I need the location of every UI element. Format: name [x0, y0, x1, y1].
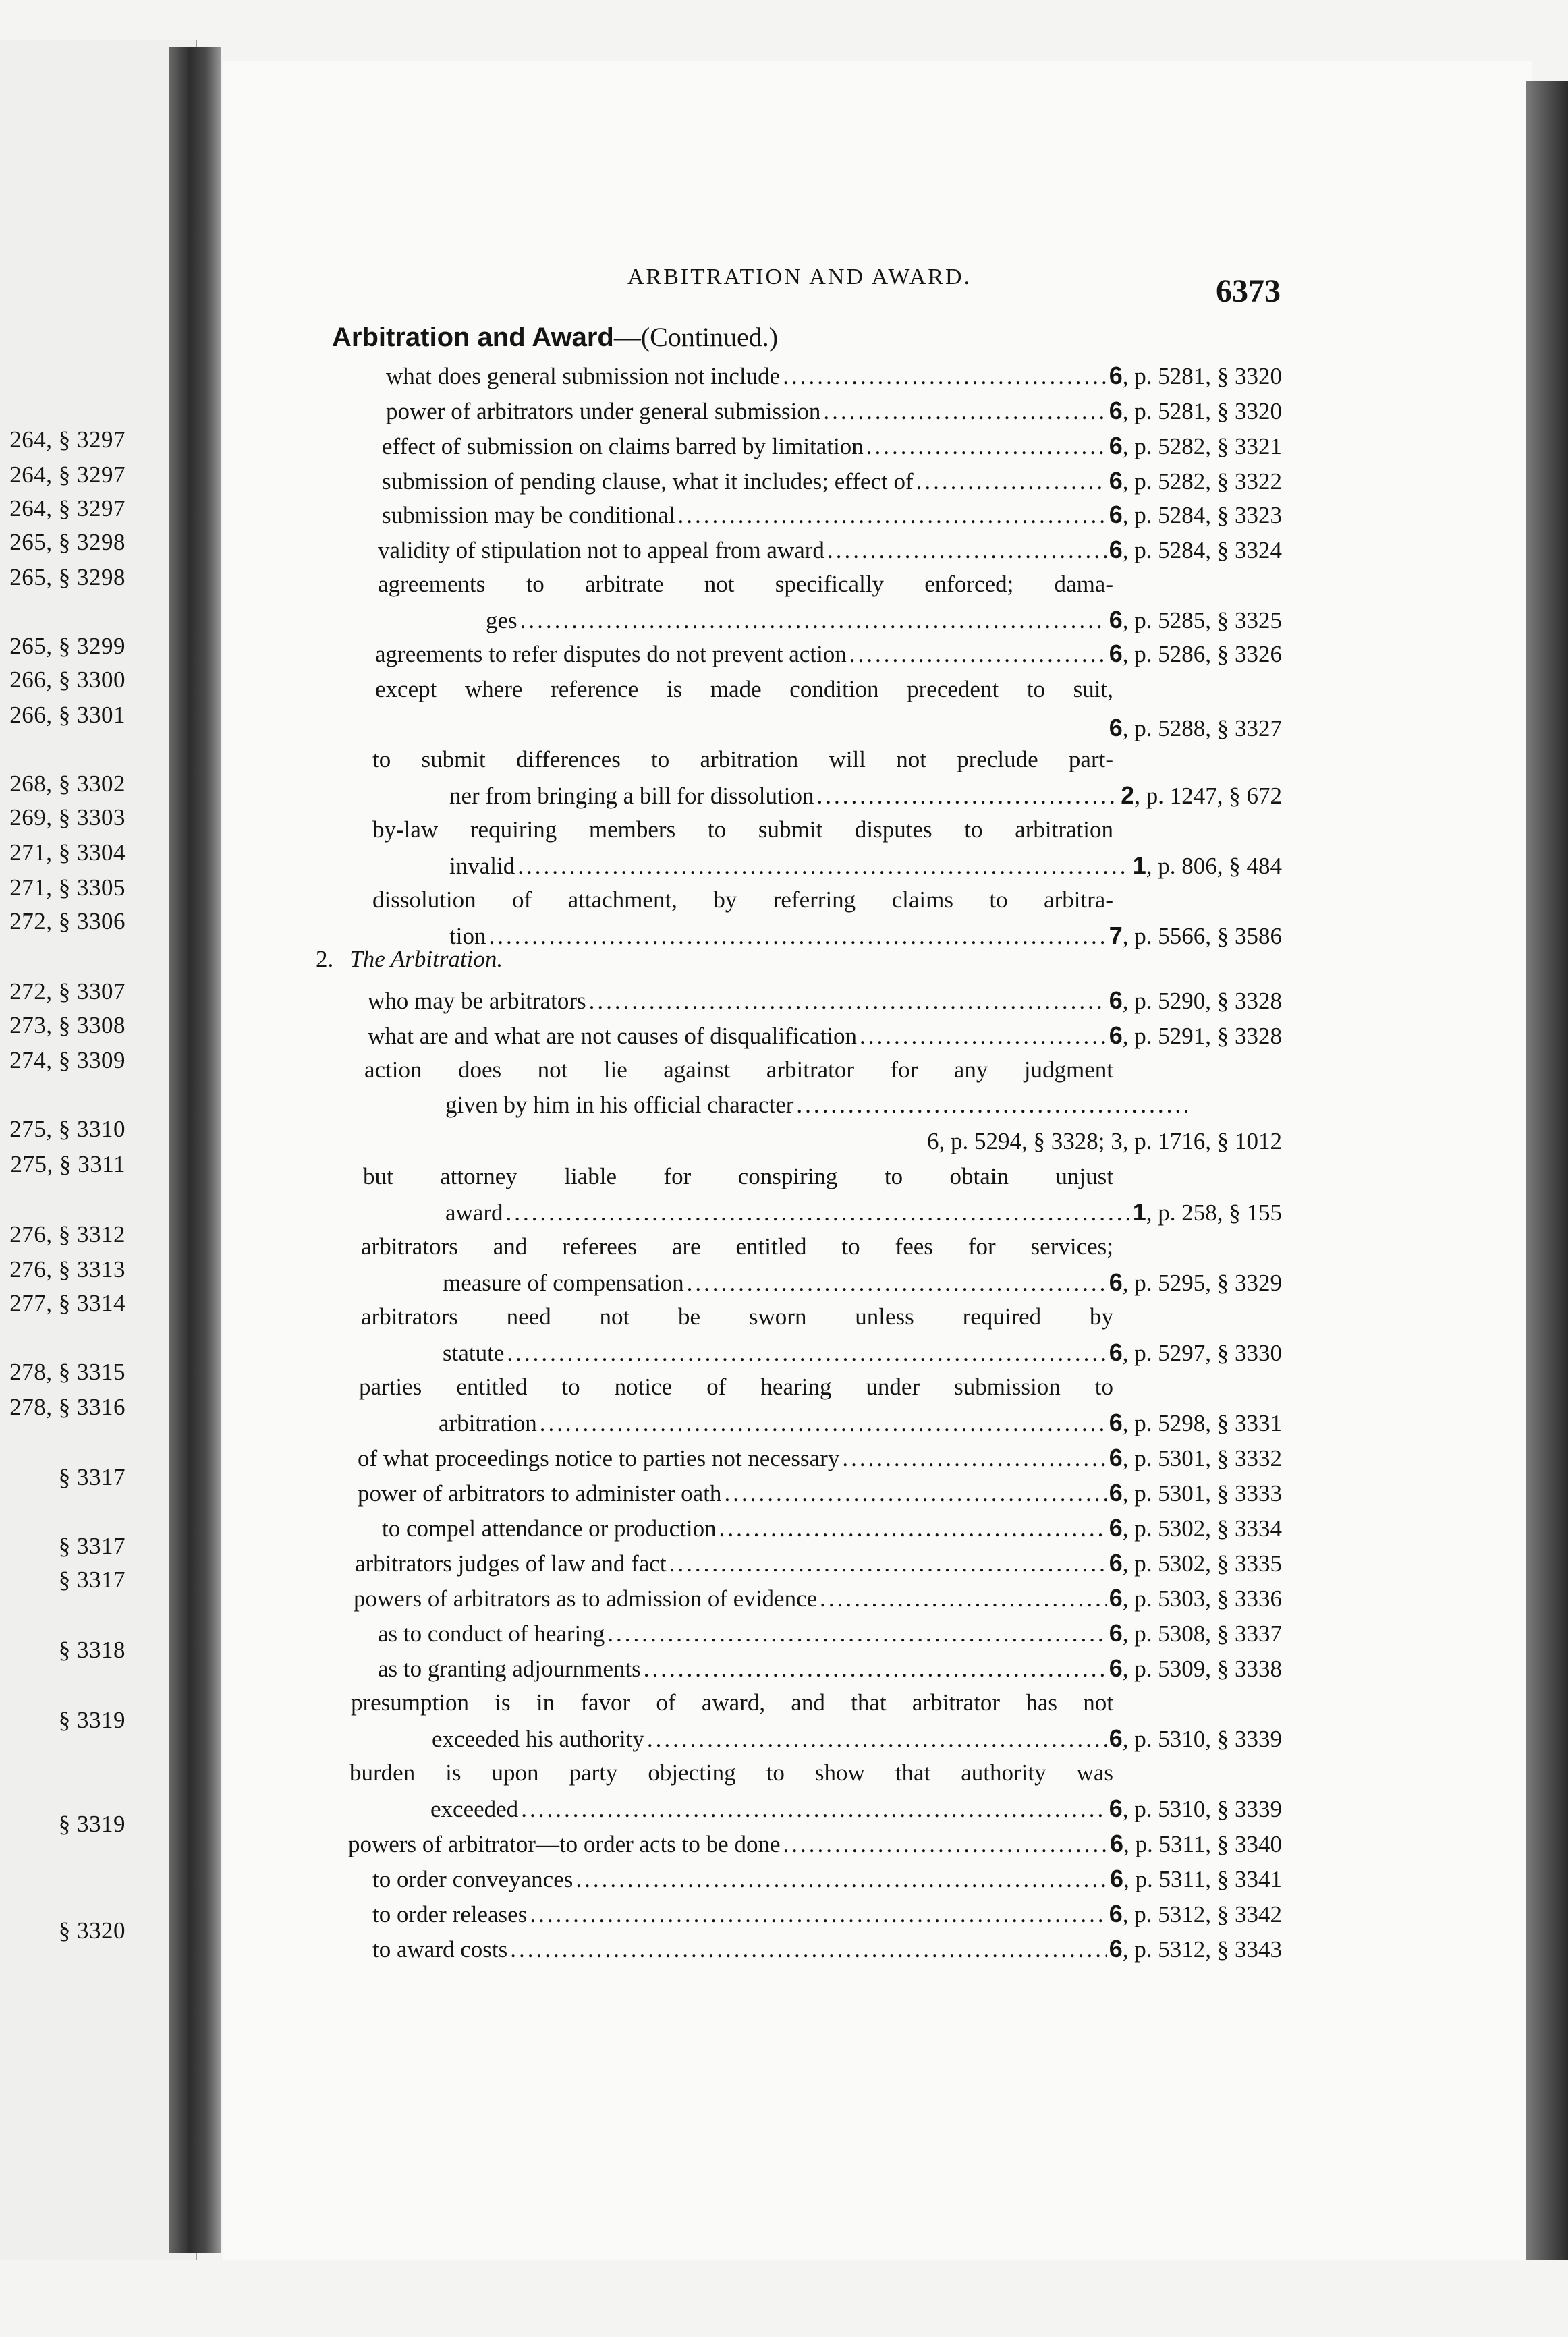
page-number: 6373 — [1216, 273, 1281, 309]
citation-volume: 2 — [1121, 781, 1135, 809]
entry-text-continued: statute — [443, 1340, 505, 1366]
leader-dots — [842, 1445, 1106, 1472]
subsection-number: 2. — [316, 946, 334, 972]
citation-volume: 6 — [1110, 1865, 1124, 1892]
left-page-ref: 266, § 3301 — [9, 702, 125, 728]
entry-text: to award costs — [372, 1936, 508, 1963]
citation-section: § 3320 — [1216, 363, 1282, 389]
citation-page: p. 5284 — [1134, 537, 1206, 563]
citation-section: § 3321 — [1216, 433, 1282, 459]
left-page-ref: § 3317 — [58, 1567, 125, 1593]
citation-volume: 6 — [1109, 1444, 1123, 1471]
leader-dots — [849, 641, 1107, 668]
leader-dots — [719, 1515, 1107, 1542]
entry-text: action does not lie against arbitrator for any judgment — [364, 1057, 1113, 1083]
citation-volume: 6 — [1109, 1935, 1123, 1963]
entry-text: agreements to refer disputes do not prevent action — [375, 641, 847, 667]
citation-section: § 3327 — [1216, 715, 1282, 741]
leader-dots — [589, 988, 1107, 1015]
entry-text: power of arbitrators under general submission — [386, 398, 821, 424]
citation-volume: 6 — [1109, 1339, 1123, 1366]
citation-page: p. 5291 — [1134, 1023, 1206, 1049]
citation-section: § 3324 — [1216, 537, 1282, 563]
entry-text: dissolution of attachment, by referring claims to arbitra- — [372, 886, 1113, 913]
citation-page: p. 5281 — [1134, 398, 1206, 424]
citation-section: § 3326 — [1216, 641, 1282, 667]
entry-citation: 2, p. 1247, § 672 — [1121, 781, 1282, 809]
left-page-ref: § 3317 — [58, 1533, 125, 1559]
entry-citation: 6, p. 5302, § 3335 — [1109, 1549, 1282, 1577]
left-page-ref: 275, § 3311 — [10, 1151, 125, 1177]
leader-dots — [506, 1200, 1130, 1227]
citation-volume: 1 — [1132, 851, 1146, 879]
entry-citation: 6, p. 5297, § 3330 — [1109, 1339, 1282, 1366]
entry-citation: 6, p. 5311, § 3341 — [1110, 1865, 1282, 1892]
entry-citation: 6, p. 5282, § 3321 — [1109, 432, 1282, 459]
entry-citation: 6, p. 5312, § 3342 — [1109, 1900, 1282, 1927]
citation-page: p. 5288 — [1134, 715, 1206, 741]
entry-text: of what proceedings notice to parties not necessary — [358, 1445, 840, 1471]
left-page-ref: 272, § 3307 — [9, 978, 125, 1005]
entry-citation: 6, p. 5298, § 3331 — [1109, 1409, 1282, 1436]
leader-dots — [820, 1585, 1107, 1612]
citation-page: p. 5566 — [1134, 923, 1206, 949]
entry-citation: 6, p. 5294, § 3328; 3, p. 1716, § 1012 — [927, 1128, 1282, 1154]
entry-text: validity of stipulation not to appeal from award — [378, 537, 824, 563]
entry-text-continued: invalid — [449, 853, 515, 879]
leader-dots — [647, 1726, 1107, 1753]
entry-text: effect of submission on claims barred by limitation — [382, 433, 864, 459]
left-page-ref: 269, § 3303 — [9, 804, 125, 830]
citation-section: § 3323 — [1216, 502, 1282, 528]
left-page-ref: 272, § 3306 — [9, 908, 125, 934]
citation-page: p. 5308 — [1134, 1621, 1206, 1647]
citation-page: p. 5310 — [1134, 1796, 1206, 1822]
left-page-ref: 266, § 3300 — [9, 667, 125, 693]
leader-dots — [510, 1936, 1106, 1963]
leader-dots — [507, 1340, 1106, 1367]
citation-volume: 6 — [1109, 986, 1123, 1014]
leader-dots — [916, 468, 1107, 495]
citation-section: § 3339 — [1216, 1726, 1282, 1752]
left-page-ref: § 3317 — [58, 1464, 125, 1490]
citation-section: § 3320 — [1216, 398, 1282, 424]
entry-citation: 6, p. 5295, § 3329 — [1109, 1268, 1282, 1296]
left-page-ref: 268, § 3302 — [9, 770, 125, 797]
citation-section: § 3328 — [1216, 1023, 1282, 1049]
leader-dots — [520, 607, 1107, 634]
entry-citation: 6, p. 5291, § 3328 — [1109, 1021, 1282, 1049]
citation-volume: 6 — [1109, 1409, 1123, 1436]
entry-citation: 6, p. 5284, § 3323 — [1109, 501, 1282, 528]
left-page-ref: 275, § 3310 — [9, 1116, 125, 1142]
entry-text: what does general submission not include — [386, 363, 781, 389]
citation-page: p. 5297 — [1134, 1340, 1206, 1366]
entry-citation: 6, p. 5302, § 3334 — [1109, 1514, 1282, 1542]
citation-page: p. 5285 — [1134, 607, 1206, 633]
leader-dots — [827, 537, 1107, 564]
citation-volume: 6 — [1109, 362, 1123, 389]
entry-citation: 6, p. 5285, § 3325 — [1109, 606, 1282, 633]
entry-citation: 6, p. 5290, § 3328 — [1109, 986, 1282, 1014]
entry-text: to submit differences to arbitration will not preclude part- — [372, 746, 1113, 772]
left-page-ref: 264, § 3297 — [9, 426, 125, 453]
citation-page: p. 5311 — [1135, 1831, 1206, 1857]
entry-text-continued: tion — [449, 923, 486, 949]
entry-citation: 6, p. 5286, § 3326 — [1109, 640, 1282, 667]
citation-page: p. 5298 — [1134, 1410, 1206, 1436]
entry-text-continued: ner from bringing a bill for dissolution — [449, 783, 814, 809]
book-gutter-shadow — [169, 47, 221, 2253]
citation-volume: 6 — [1109, 1654, 1123, 1682]
citation-volume: 6 — [1109, 1549, 1123, 1577]
entry-text: powers of arbitrator—to order acts to be done — [348, 1831, 781, 1857]
citation-page: p. 5312 — [1134, 1901, 1206, 1927]
citation-volume: 6 — [1109, 714, 1123, 741]
citation-page: p. 5301 — [1134, 1480, 1206, 1507]
leader-dots — [678, 502, 1107, 529]
citation-section: § 3329 — [1216, 1270, 1282, 1296]
entry-citation: 6, p. 5301, § 3333 — [1109, 1479, 1282, 1507]
entry-citation: 1, p. 806, § 484 — [1132, 851, 1282, 879]
citation-page: p. 5311 — [1135, 1866, 1206, 1892]
entry-citation: 6, p. 5309, § 3338 — [1109, 1654, 1282, 1682]
section-heading — [332, 321, 778, 353]
entry-citation: 1, p. 258, § 155 — [1132, 1198, 1282, 1226]
entry-citation: 6, p. 5308, § 3337 — [1109, 1619, 1282, 1647]
citation-section: § 3332 — [1216, 1445, 1282, 1471]
entry-text: burden is upon party objecting to show that authority was — [349, 1759, 1113, 1786]
entry-citation: 6, p. 5310, § 3339 — [1109, 1724, 1282, 1752]
running-head: ARBITRATION AND AWARD. — [627, 264, 972, 289]
entry-text: except where reference is made condition precedent to suit, — [375, 676, 1113, 702]
entry-text: presumption is in favor of award, and that arbitrator has not — [351, 1689, 1113, 1716]
leader-dots — [724, 1480, 1106, 1507]
citation-volume: 7 — [1109, 922, 1123, 949]
citation-page: p. 5295 — [1134, 1270, 1206, 1296]
entry-text-continued: arbitration — [439, 1410, 537, 1436]
left-page-ref: 265, § 3298 — [9, 529, 125, 555]
left-page-ref: 264, § 3297 — [9, 461, 125, 488]
leader-dots — [669, 1550, 1107, 1577]
citation-section: § 3328 — [1216, 988, 1282, 1014]
leader-dots — [687, 1270, 1107, 1297]
left-page-ref: § 3320 — [58, 1917, 125, 1944]
entry-text: but attorney liable for conspiring to obtain unjust — [363, 1163, 1113, 1189]
left-page-ref: § 3319 — [58, 1707, 125, 1733]
citation-section: § 3342 — [1216, 1901, 1282, 1927]
left-page-ref: 276, § 3312 — [9, 1221, 125, 1247]
entry-citation: 6, p. 5281, § 3320 — [1109, 362, 1282, 389]
leader-dots — [796, 1092, 1187, 1119]
citation-volume: 6 — [1110, 1830, 1124, 1857]
left-page-ref: 265, § 3299 — [9, 633, 125, 659]
citation-page: p. 5281 — [1134, 363, 1206, 389]
entry-text: agreements to arbitrate not specifically enforced; dama- — [378, 571, 1113, 597]
citation-page: p. 5309 — [1134, 1656, 1206, 1682]
entry-text-continued: ges — [486, 607, 517, 633]
citation-page: p. 5282 — [1134, 468, 1206, 495]
entry-text: power of arbitrators to administer oath — [358, 1480, 722, 1507]
citation-section: § 3337 — [1216, 1621, 1282, 1647]
entry-citation: 6, p. 5310, § 3339 — [1109, 1795, 1282, 1822]
entry-text: powers of arbitrators as to admission of evidence — [354, 1585, 818, 1612]
citation-page: p. 258 — [1158, 1200, 1217, 1226]
left-page-ref: 271, § 3305 — [9, 874, 125, 901]
leader-dots — [576, 1866, 1107, 1893]
citation-volume: 6 — [1109, 1795, 1123, 1822]
citation-section: § 3331 — [1216, 1410, 1282, 1436]
leader-dots — [866, 433, 1107, 460]
citation-page: p. 5302 — [1134, 1515, 1206, 1542]
citation-section: § 484 — [1229, 853, 1282, 879]
entry-text: by-law requiring members to submit disputes to arbitration — [372, 816, 1113, 843]
leader-dots — [607, 1621, 1106, 1648]
citation-page: p. 5290 — [1134, 988, 1206, 1014]
citation-page: p. 5282 — [1134, 433, 1206, 459]
leader-dots — [816, 783, 1118, 810]
entry-citation: 6, p. 5282, § 3322 — [1109, 467, 1282, 495]
left-page-ref: 264, § 3297 — [9, 495, 125, 522]
entry-citation: 6, p. 5281, § 3320 — [1109, 397, 1282, 424]
left-page-ref: 278, § 3315 — [9, 1359, 125, 1385]
leader-dots — [860, 1023, 1107, 1050]
citation-volume: 6 — [1109, 606, 1123, 633]
left-page-ref: 278, § 3316 — [9, 1394, 125, 1420]
citation-section: § 3343 — [1216, 1936, 1282, 1963]
citation-volume: 6 — [1109, 1479, 1123, 1507]
citation-page: p. 5302 — [1134, 1550, 1206, 1577]
entry-text-continued: award — [445, 1200, 503, 1226]
citation-volume: 6 — [1109, 432, 1123, 459]
citation-page: p. 5312 — [1134, 1936, 1206, 1963]
citation-section: § 3325 — [1216, 607, 1282, 633]
leader-dots — [540, 1410, 1107, 1437]
entry-text: to order releases — [372, 1901, 528, 1927]
entry-text: to order conveyances — [372, 1866, 573, 1892]
citation-page: p. 5286 — [1134, 641, 1206, 667]
entry-citation: 6, p. 5312, § 3343 — [1109, 1935, 1282, 1963]
citation-section: § 3338 — [1216, 1656, 1282, 1682]
citation-section: § 3334 — [1216, 1515, 1282, 1542]
subsection-title: The Arbitration. — [349, 946, 503, 972]
leader-dots — [783, 363, 1107, 390]
left-page-ref: 273, § 3308 — [9, 1012, 125, 1038]
citation-section: § 3322 — [1216, 468, 1282, 495]
entry-text: parties entitled to notice of hearing under submission to — [359, 1374, 1113, 1400]
entry-citation: 7, p. 5566, § 3586 — [1109, 922, 1282, 949]
citation-volume: 1 — [1132, 1198, 1146, 1226]
citation-volume: 6 — [1109, 640, 1123, 667]
entry-citation: 6, p. 5288, § 3327 — [1109, 714, 1282, 741]
citation-volume: 6 — [1109, 1619, 1123, 1647]
leader-dots — [823, 398, 1106, 425]
left-page-references — [0, 0, 169, 2337]
citation-section: § 3340 — [1216, 1831, 1282, 1857]
left-page-ref: 271, § 3304 — [9, 839, 125, 866]
left-page-ref: 277, § 3314 — [9, 1290, 125, 1316]
citation-volume: 6 — [1109, 1268, 1123, 1296]
citation-section: § 3335 — [1216, 1550, 1282, 1577]
entry-citation: 6, p. 5311, § 3340 — [1110, 1830, 1282, 1857]
entry-text: to compel attendance or production — [382, 1515, 717, 1542]
citation-volume: 6 — [1109, 397, 1123, 424]
entry-text: who may be arbitrators — [368, 988, 586, 1014]
citation-page: p. 1247 — [1146, 783, 1217, 809]
citation-volume: 6 — [1109, 501, 1123, 528]
citation-section: § 3339 — [1216, 1796, 1282, 1822]
entry-text: as to granting adjournments — [378, 1656, 641, 1682]
citation-volume: 6 — [1109, 536, 1123, 563]
citation-volume: 6 — [1109, 1021, 1123, 1049]
citation-volume: 6 — [1109, 1514, 1123, 1542]
citation-page: p. 5303 — [1134, 1585, 1206, 1612]
citation-section: § 155 — [1229, 1200, 1282, 1226]
citation-volume: 6 — [1109, 1584, 1123, 1612]
entry-text: arbitrators and referees are entitled to fees for services; — [361, 1233, 1113, 1260]
citation-volume: 6 — [1109, 1724, 1123, 1752]
citation-section: § 3341 — [1216, 1866, 1282, 1892]
citation-section: § 672 — [1229, 783, 1282, 809]
left-page-ref: 276, § 3313 — [9, 1256, 125, 1283]
entry-text-continued: exceeded his authority — [432, 1726, 644, 1752]
leader-dots — [783, 1831, 1107, 1858]
leader-dots — [521, 1796, 1107, 1823]
leader-dots — [517, 853, 1130, 880]
entry-citation: 6, p. 5301, § 3332 — [1109, 1444, 1282, 1471]
entry-text-continued: given by him in his official character — [445, 1092, 794, 1118]
right-edge-shadow — [1526, 81, 1568, 2260]
entry-text: arbitrators need not be sworn unless required by — [361, 1303, 1113, 1330]
left-page-ref: § 3318 — [58, 1637, 125, 1663]
left-page-ref: 274, § 3309 — [9, 1047, 125, 1073]
citation-page: p. 5310 — [1134, 1726, 1206, 1752]
entry-text: what are and what are not causes of disqualification — [368, 1023, 858, 1049]
entry-text-continued: exceeded — [430, 1796, 519, 1822]
left-page-ref: § 3319 — [58, 1811, 125, 1837]
citation-page: p. 806 — [1158, 853, 1217, 879]
citation-volume: 6 — [1109, 467, 1123, 495]
entry-text: arbitrators judges of law and fact — [355, 1550, 667, 1577]
section-continued: —(Continued.) — [613, 322, 779, 352]
citation-page: p. 5301 — [1134, 1445, 1206, 1471]
citation-section: § 3333 — [1216, 1480, 1282, 1507]
citation-page: p. 5284 — [1134, 502, 1206, 528]
leader-dots — [530, 1901, 1106, 1928]
citation-volume: 6 — [1109, 1900, 1123, 1927]
leader-dots — [488, 923, 1106, 950]
entry-text: submission may be conditional — [382, 502, 675, 528]
leader-dots — [644, 1656, 1107, 1683]
citation-section: § 3330 — [1216, 1340, 1282, 1366]
section-title: Arbitration and Award — [332, 322, 614, 352]
citation-section: § 3586 — [1216, 923, 1282, 949]
entry-citation: 6, p. 5284, § 3324 — [1109, 536, 1282, 563]
entry-text: as to conduct of hearing — [378, 1621, 605, 1647]
entry-text-continued: measure of compensation — [443, 1270, 684, 1296]
entry-text: submission of pending clause, what it includes; effect of — [382, 468, 914, 495]
left-page-ref: 265, § 3298 — [9, 564, 125, 590]
citation-section: § 3336 — [1216, 1585, 1282, 1612]
entry-citation: 6, p. 5303, § 3336 — [1109, 1584, 1282, 1612]
